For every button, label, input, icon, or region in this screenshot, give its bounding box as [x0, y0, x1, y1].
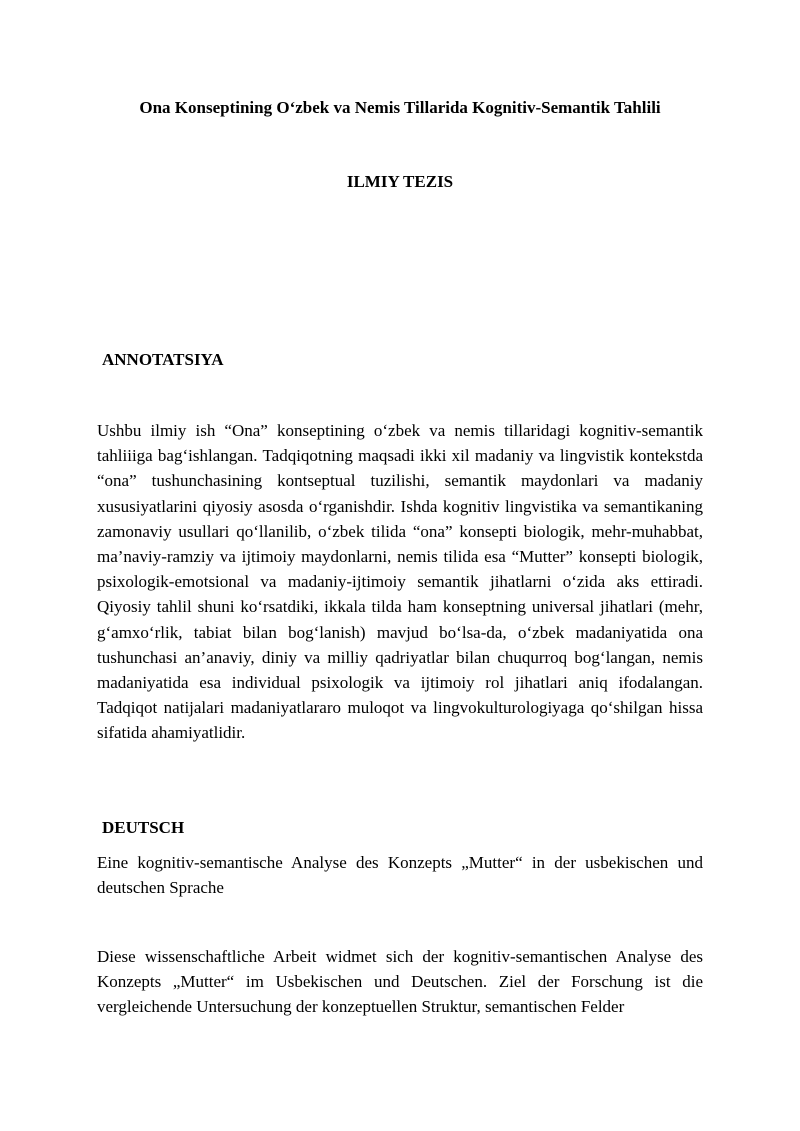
deutsch-heading: DEUTSCH [102, 818, 185, 837]
document-title: Ona Konseptining O‘zbek va Nemis Tillarida Kognitiv-Semantik Tahlili [139, 98, 661, 117]
document-subtitle: ILMIY TEZIS [346, 172, 454, 191]
annotation-heading: ANNOTATSIYA [102, 350, 224, 369]
annotation-paragraph: Ushbu ilmiy ish “Ona” konseptining o‘zbek va nemis tillaridagi kognitiv-semantik tahliiiga bag‘ishlangan. Tadqiqotning maqsadi ikki xil madaniy va lingvistik kontekstda “ona” tushunchasining kontseptual tuzilishi, semantik maydonlari va madaniy xususiyatlarini qiyosiy asosda o‘rganishdir. Ishda kognitiv lingvistika va semantikaning zamonaviy usullari qo‘llanilib, o‘zbek tilida “ona” konsepti biologik, mehr-muhabbat, ma’naviy-ramziy va ijtimoiy maydonlarni, nemis tilida esa “Mutter” konsepti biologik, psixologik-emotsional va madaniy-ijtimoiy semantik jihatlarni o‘zida aks ettiradi. Qiyosiy tahlil shuni ko‘rsatdiki, ikkala tilda ham konseptning universal jihatlari (mehr, g‘amxo‘rlik, tabiat bilan bog‘lanish) mavjud bo‘lsa-da, o‘zbek madaniyatida ona tushunchasi an’anaviy, diniy va milliy qadriyatlar bilan chuqurroq bog‘langan, nemis madaniyatida esa individual psixologik va ijtimoiy rol jihatlari aniq ifodalangan. Tadqiqot natijalari madaniyatlararo muloqot va lingvokulturologiyaga qo‘shilgan hissa sifatida ahamiyatlidir. [97, 421, 703, 743]
deutsch-title-paragraph: Eine kognitiv-semantische Analyse des Konzepts „Mutter“ in der usbekischen und deutschen Sprache [97, 853, 703, 898]
deutsch-body-paragraph: Diese wissenschaftliche Arbeit widmet sich der kognitiv-semantischen Analyse des Konzepts „Mutter“ im Usbekischen und Deutschen. Ziel der Forschung ist die vergleichende Untersuchung der konzeptuellen Struktur, semantischen Felder [97, 947, 703, 1017]
